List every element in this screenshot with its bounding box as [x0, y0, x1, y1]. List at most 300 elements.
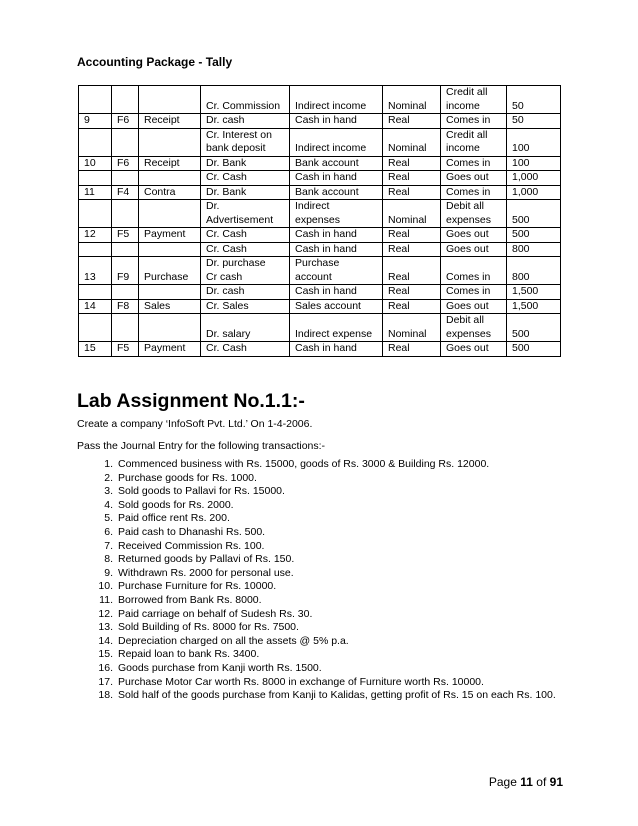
cell-line: Indirect expense — [295, 327, 373, 340]
cell-line: F5 — [117, 228, 130, 240]
table-cell — [441, 342, 507, 357]
list-item-number: 13. — [98, 621, 113, 634]
table-cell — [112, 285, 139, 300]
cell-line — [388, 314, 440, 328]
cell-line — [144, 129, 200, 143]
table-row — [79, 299, 561, 314]
table-cell — [441, 314, 507, 342]
list-item-number: 5. — [104, 512, 113, 525]
table-cell — [441, 242, 507, 257]
table-cell — [441, 156, 507, 171]
cell-line: Cr. Cash — [206, 342, 247, 354]
list-item-number: 15. — [98, 648, 113, 661]
table-cell — [507, 185, 561, 200]
cell-line — [144, 257, 200, 271]
transaction-list — [77, 458, 556, 703]
table-cell — [290, 314, 383, 342]
list-item-text: Paid carriage on behalf of Sudesh Rs. 30. — [118, 607, 313, 620]
list-item-text: Borrowed from Bank Rs. 8000. — [118, 593, 262, 606]
table-cell — [112, 257, 139, 285]
cell-line: Cr. Sales — [206, 299, 249, 312]
cell-line: Payment — [144, 342, 186, 354]
table-row — [79, 171, 561, 186]
table-cell — [507, 128, 561, 156]
cell-line: Real — [388, 342, 410, 354]
table-cell — [383, 228, 441, 243]
cell-line: 15 — [84, 342, 96, 354]
cell-line: Nominal — [388, 327, 427, 340]
cell-line — [512, 200, 560, 214]
cell-line: 100 — [512, 156, 530, 169]
table-cell — [441, 257, 507, 285]
cell-line: Dr. purchase — [206, 257, 266, 269]
cell-line — [206, 86, 289, 100]
table-cell — [441, 228, 507, 243]
cell-line — [512, 257, 560, 271]
cell-line: Real — [388, 242, 410, 255]
list-item-number: 11. — [99, 593, 113, 606]
table-cell — [383, 257, 441, 285]
cell-line: Nominal — [388, 213, 427, 226]
cell-line: Dr. — [206, 200, 220, 212]
cell-line: Purchase — [144, 270, 189, 283]
table-row — [79, 342, 561, 357]
cell-line: 800 — [512, 242, 530, 255]
cell-line: Cr cash — [206, 270, 243, 283]
table-cell — [507, 342, 561, 357]
cell-line — [117, 142, 138, 156]
list-item-number: 4. — [104, 498, 113, 511]
list-item-number: 10. — [98, 580, 113, 593]
table-cell — [383, 156, 441, 171]
cell-line: Real — [388, 171, 410, 183]
cell-line — [117, 257, 138, 271]
cell-line: Sales — [144, 299, 171, 312]
list-item — [77, 621, 556, 635]
table-cell — [383, 242, 441, 257]
table-cell — [290, 242, 383, 257]
table-cell — [290, 171, 383, 186]
list-item — [77, 472, 556, 486]
cell-line: expenses — [446, 327, 491, 340]
cell-line: 50 — [512, 114, 524, 126]
list-item — [77, 499, 556, 513]
table-cell — [383, 314, 441, 342]
table-row — [79, 228, 561, 243]
cell-line — [117, 214, 138, 228]
cell-line: Debit all — [446, 314, 484, 326]
table-cell — [290, 257, 383, 285]
table-cell — [383, 171, 441, 186]
list-item — [77, 648, 556, 662]
cell-line: Cr. Cash — [206, 228, 247, 240]
cell-line — [144, 214, 200, 228]
table-cell — [383, 86, 441, 114]
cell-line — [295, 314, 382, 328]
table-cell — [139, 171, 201, 186]
cell-line — [144, 328, 200, 342]
list-item-number: 3. — [104, 485, 113, 498]
cell-line — [117, 328, 138, 342]
cell-line: Nominal — [388, 142, 427, 154]
cell-line: Cash in hand — [295, 171, 357, 183]
list-item-text: Returned goods by Pallavi of Rs. 150. — [118, 553, 295, 566]
list-item — [77, 689, 556, 703]
list-item-text: Withdrawn Rs. 2000 for personal use. — [118, 566, 294, 579]
cell-line — [117, 285, 138, 299]
list-item — [77, 594, 556, 608]
cell-line — [388, 257, 440, 271]
list-item-text: Paid office rent Rs. 200. — [118, 512, 230, 525]
list-item-number: 1. — [104, 458, 113, 470]
cell-line: income — [446, 99, 480, 112]
cell-line: Comes in — [446, 114, 491, 126]
list-item-number: 16. — [98, 661, 113, 674]
page-total: 91 — [549, 775, 563, 789]
table-cell — [507, 86, 561, 114]
table-row — [79, 200, 561, 228]
page-header-title: Accounting Package - Tally — [77, 55, 233, 69]
cell-line: 500 — [512, 327, 530, 340]
table-cell — [201, 171, 290, 186]
cell-line — [512, 129, 560, 143]
lab-assignment-title: Lab Assignment No.1.1:- — [77, 390, 305, 412]
table-cell — [383, 342, 441, 357]
list-item — [77, 635, 556, 649]
table-cell — [79, 257, 112, 285]
cell-line: Sales account — [295, 299, 361, 312]
list-item-text: Paid cash to Dhanashi Rs. 500. — [118, 525, 266, 538]
cell-line: Indirect — [295, 200, 330, 212]
table-cell — [290, 114, 383, 129]
table-cell — [507, 171, 561, 186]
cell-line — [295, 86, 382, 100]
cell-line: Credit all — [446, 128, 488, 141]
table-cell — [441, 200, 507, 228]
cell-line: Debit all — [446, 200, 484, 212]
table-cell — [79, 299, 112, 314]
list-item-text: Purchase goods for Rs. 1000. — [118, 471, 257, 484]
cell-line: 10 — [84, 156, 96, 169]
cell-line: 100 — [512, 142, 530, 154]
cell-line — [117, 129, 138, 143]
table-cell — [290, 86, 383, 114]
cell-line: 500 — [512, 228, 530, 240]
cell-line: Real — [388, 114, 410, 126]
table-row — [79, 128, 561, 156]
table-cell — [201, 314, 290, 342]
cell-line: Bank account — [295, 185, 359, 198]
cell-line: Real — [388, 185, 410, 198]
cell-line: 50 — [512, 99, 524, 112]
table-cell — [79, 200, 112, 228]
table-cell — [139, 156, 201, 171]
list-item — [77, 458, 556, 472]
cell-line: Indirect income — [295, 99, 367, 112]
list-item — [77, 580, 556, 594]
list-item-number: 6. — [104, 525, 113, 538]
cell-line: 1,500 — [512, 299, 539, 312]
cell-line: Goes out — [446, 242, 489, 255]
cell-line — [144, 171, 200, 185]
table-cell — [139, 228, 201, 243]
table-cell — [79, 242, 112, 257]
page-label: Page — [488, 775, 517, 789]
cell-line: Goes out — [446, 299, 489, 312]
list-item-text: Sold goods for Rs. 2000. — [118, 498, 234, 511]
table-row — [79, 314, 561, 342]
table-cell — [79, 128, 112, 156]
lab-intro-instruction: Pass the Journal Entry for the following transactions:- — [77, 440, 326, 452]
cell-line: Goes out — [446, 228, 489, 240]
cell-line: Cr. Cash — [206, 242, 247, 255]
cell-line: Receipt — [144, 156, 180, 169]
cell-line: Cr. Commission — [206, 99, 281, 112]
table-cell — [79, 314, 112, 342]
cell-line: Cash in hand — [295, 342, 357, 354]
table-cell — [201, 86, 290, 114]
cell-line — [84, 243, 111, 257]
cell-line: 14 — [84, 299, 96, 312]
table-cell — [79, 342, 112, 357]
page-number: 11 — [520, 775, 533, 789]
table-cell — [290, 156, 383, 171]
table-cell — [441, 185, 507, 200]
cell-line: Real — [388, 156, 410, 169]
cell-line: Bank account — [295, 156, 359, 169]
table-cell — [383, 114, 441, 129]
list-item-text: Repaid loan to bank Rs. 3400. — [118, 648, 260, 661]
cell-line: Comes in — [446, 270, 491, 283]
table-cell — [112, 156, 139, 171]
cell-line: Cash in hand — [295, 285, 357, 297]
list-item-text: Sold half of the goods purchase from Kanji to Kalidas, getting profit of Rs. 15 on each Rs. 100. — [118, 689, 556, 702]
cell-line — [117, 100, 138, 114]
table-cell — [290, 228, 383, 243]
cell-line — [388, 129, 440, 143]
table-cell — [112, 228, 139, 243]
cell-line: 500 — [512, 342, 530, 354]
table-cell — [201, 285, 290, 300]
cell-line — [84, 200, 111, 214]
table-cell — [139, 86, 201, 114]
cell-line: Goes out — [446, 171, 489, 183]
table-cell — [139, 285, 201, 300]
table-cell — [507, 242, 561, 257]
list-item-number: 2. — [104, 471, 113, 484]
cell-line: Receipt — [144, 114, 180, 126]
cell-line: Cash in hand — [295, 242, 357, 255]
cell-line: F5 — [117, 342, 130, 354]
table-cell — [201, 299, 290, 314]
cell-line: income — [446, 142, 480, 154]
cell-line: account — [295, 270, 332, 283]
cell-line — [84, 142, 111, 156]
table-cell — [383, 200, 441, 228]
table-cell — [139, 114, 201, 129]
cell-line: F6 — [117, 156, 130, 169]
list-item — [77, 540, 556, 554]
table-cell — [79, 156, 112, 171]
table-cell — [139, 257, 201, 285]
table-cell — [201, 185, 290, 200]
table-cell — [383, 185, 441, 200]
cell-line: F6 — [117, 114, 130, 126]
table-cell — [79, 185, 112, 200]
table-cell — [139, 128, 201, 156]
cell-line — [388, 200, 440, 214]
cell-line: Cr. Interest on — [206, 128, 272, 141]
table-cell — [112, 314, 139, 342]
cell-line: Cash in hand — [295, 114, 357, 126]
table-cell — [201, 242, 290, 257]
table-cell — [79, 114, 112, 129]
table-cell — [441, 285, 507, 300]
cell-line — [84, 171, 111, 185]
table-cell — [441, 171, 507, 186]
cell-line: 11 — [84, 185, 95, 198]
list-item — [77, 662, 556, 676]
list-item — [77, 512, 556, 526]
table-cell — [112, 86, 139, 114]
cell-line: F8 — [117, 299, 130, 312]
table-cell — [201, 156, 290, 171]
table-row — [79, 86, 561, 114]
list-item-text: Sold Building of Rs. 8000 for Rs. 7500. — [118, 621, 299, 634]
transactions-table — [78, 85, 561, 357]
cell-line: Cr. Cash — [206, 171, 247, 183]
table-cell — [201, 257, 290, 285]
table-cell — [383, 285, 441, 300]
table-cell — [139, 299, 201, 314]
cell-line: Dr. Bank — [206, 156, 247, 169]
list-item-number: 7. — [104, 539, 113, 552]
cell-line: Real — [388, 270, 410, 283]
table-cell — [201, 128, 290, 156]
table-row — [79, 185, 561, 200]
cell-line: Cash in hand — [295, 228, 357, 240]
table-cell — [290, 128, 383, 156]
cell-line: Real — [388, 228, 410, 240]
list-item-number: 17. — [98, 675, 113, 688]
table-cell — [383, 299, 441, 314]
cell-line: expenses — [446, 213, 491, 226]
cell-line — [206, 314, 289, 328]
cell-line — [512, 314, 560, 328]
table-row — [79, 156, 561, 171]
table-cell — [79, 86, 112, 114]
table-cell — [507, 257, 561, 285]
cell-line: Dr. cash — [206, 285, 245, 297]
cell-line: Indirect income — [295, 142, 367, 154]
cell-line: Purchase — [295, 257, 340, 269]
list-item-number: 8. — [104, 553, 113, 566]
list-item — [77, 485, 556, 499]
table-cell — [507, 228, 561, 243]
table-cell — [112, 242, 139, 257]
cell-line: Payment — [144, 228, 186, 240]
table-cell — [507, 314, 561, 342]
transactions-table-body — [79, 86, 561, 357]
table-cell — [201, 200, 290, 228]
cell-line — [144, 100, 200, 114]
cell-line: F4 — [117, 185, 130, 198]
cell-line: 500 — [512, 213, 530, 226]
cell-line — [84, 314, 111, 328]
cell-line — [84, 257, 111, 271]
table-cell — [112, 299, 139, 314]
cell-line: Dr. salary — [206, 327, 251, 340]
cell-line — [117, 243, 138, 257]
cell-line: Dr. Bank — [206, 185, 247, 198]
table-cell — [290, 185, 383, 200]
table-cell — [383, 128, 441, 156]
cell-line — [295, 129, 382, 143]
table-cell — [112, 185, 139, 200]
cell-line — [144, 142, 200, 156]
cell-line — [117, 171, 138, 185]
cell-line — [144, 86, 200, 100]
cell-line: Real — [388, 285, 410, 297]
cell-line — [512, 86, 560, 100]
cell-line: F9 — [117, 270, 130, 283]
cell-line — [144, 200, 200, 214]
cell-line — [144, 285, 200, 299]
cell-line — [388, 86, 440, 100]
list-item-text: Received Commission Rs. 100. — [118, 539, 265, 552]
table-cell — [139, 314, 201, 342]
table-cell — [507, 156, 561, 171]
list-item — [77, 676, 556, 690]
table-cell — [201, 114, 290, 129]
cell-line — [84, 285, 111, 299]
cell-line: Credit all — [446, 86, 488, 98]
cell-line: Nominal — [388, 99, 427, 112]
list-item-text: Goods purchase from Kanji worth Rs. 1500. — [118, 661, 322, 674]
cell-line — [84, 214, 111, 228]
cell-line — [144, 314, 200, 328]
table-cell — [139, 185, 201, 200]
table-cell — [139, 342, 201, 357]
table-cell — [507, 299, 561, 314]
cell-line: 12 — [84, 228, 96, 240]
table-cell — [201, 342, 290, 357]
table-cell — [290, 299, 383, 314]
cell-line: Comes in — [446, 285, 491, 297]
table-cell — [290, 285, 383, 300]
lab-intro-company: Create a company ‘InfoSoft Pvt. Ltd.’ On 1-4-2006. — [77, 418, 313, 430]
cell-line: Comes in — [446, 185, 491, 198]
list-item-text: Purchase Furniture for Rs. 10000. — [118, 580, 277, 593]
cell-line: Contra — [144, 185, 176, 198]
table-cell — [112, 200, 139, 228]
table-row — [79, 114, 561, 129]
cell-line: Real — [388, 299, 410, 312]
list-item-number: 14. — [98, 634, 113, 647]
table-cell — [290, 342, 383, 357]
list-item-text: Purchase Motor Car worth Rs. 8000 in exchange of Furniture worth Rs. 10000. — [118, 675, 484, 688]
cell-line: bank deposit — [206, 142, 266, 154]
list-item — [77, 553, 556, 567]
cell-line — [84, 100, 111, 114]
table-cell — [112, 342, 139, 357]
page-of-label: of — [536, 775, 547, 789]
cell-line — [84, 129, 111, 143]
cell-line: Advertisement — [206, 213, 274, 226]
table-cell — [112, 128, 139, 156]
table-cell — [112, 171, 139, 186]
cell-line: Goes out — [446, 342, 489, 354]
